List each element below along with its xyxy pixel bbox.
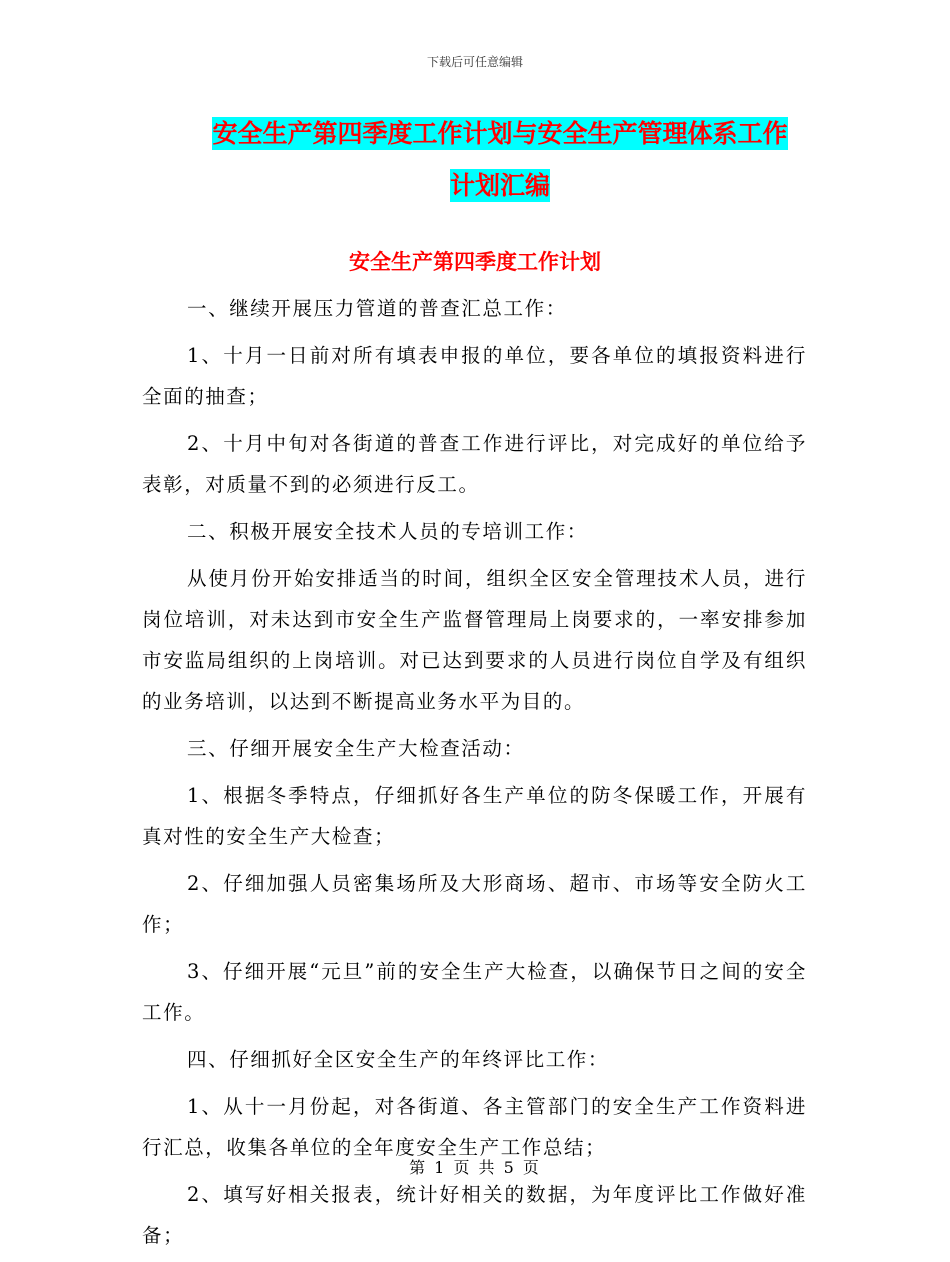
- paragraph: 2、十月中旬对各街道的普查工作进行评比，对完成好的单位给予表彰，对质量不到的必须进行反工。: [142, 432, 807, 496]
- paragraph: 3、仔细开展“元旦”前的安全生产大检查，以确保节日之间的安全工作。: [142, 960, 807, 1024]
- page-footer: 第 1 页 共 5 页: [409, 1158, 541, 1177]
- heading-3: 三、仔细开展安全生产大检查活动：: [187, 737, 525, 760]
- header-note: 下载后可任意编辑: [426, 55, 523, 69]
- document-title-line-1: 安全生产第四季度工作计划与安全生产管理体系工作: [212, 119, 788, 148]
- document-title-line-2: 计划汇编: [449, 171, 550, 200]
- paragraph: 1、根据冬季特点，仔细抓好各生产单位的防冬保暖工作，开展有真对性的安全生产大检查；: [142, 784, 807, 848]
- heading-1: 一、继续开展压力管道的普查汇总工作：: [187, 297, 567, 320]
- document-body: [142, 288, 807, 1262]
- paragraph: 从使月份开始安排适当的时间，组织全区安全管理技术人员，进行岗位培训，对未达到市安全生产监督管理局上岗要求的，一率安排参加市安监局组织的上岗培训。对已达到要求的人员进行岗位自学及有组织的业务培训，以达到不断提高业务水平为目的。: [142, 567, 807, 713]
- section-title: 安全生产第四季度工作计划: [349, 250, 601, 274]
- document-title: [190, 108, 810, 212]
- paragraph: 2、仔细加强人员密集场所及大形商场、超市、市场等安全防火工作；: [142, 872, 807, 936]
- paragraph: 2、填写好相关报表，统计好相关的数据，为年度评比工作做好准备；: [142, 1183, 807, 1247]
- heading-4: 四、仔细抓好全区安全生产的年终评比工作：: [187, 1048, 610, 1071]
- heading-2: 二、积极开展安全技术人员的专培训工作：: [187, 520, 588, 543]
- paragraph: 1、十月一日前对所有填表申报的单位，要各单位的填报资料进行全面的抽查；: [142, 344, 807, 408]
- paragraph: 1、从十一月份起，对各街道、各主管部门的安全生产工作资料进行汇总，收集各单位的全年度安全生产工作总结；: [142, 1095, 807, 1159]
